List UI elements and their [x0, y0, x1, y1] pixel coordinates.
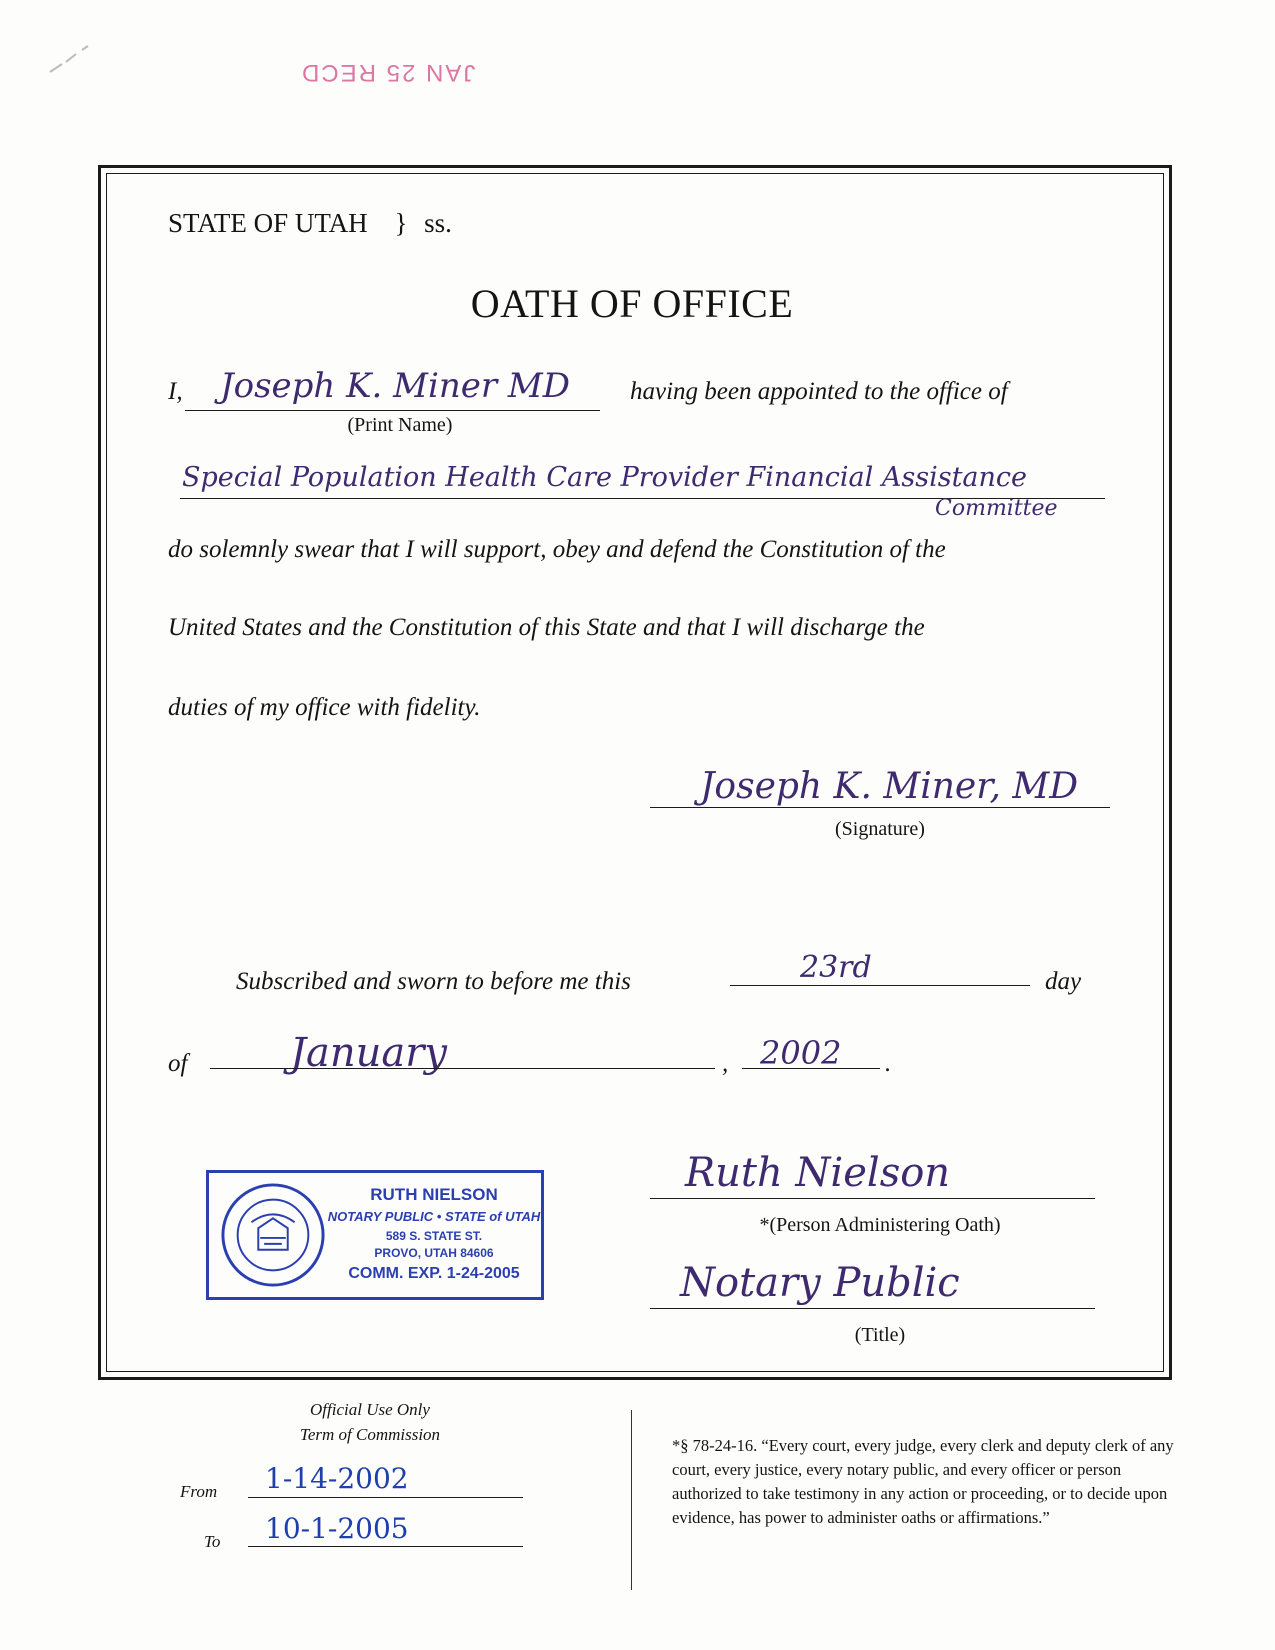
- state-heading: [168, 208, 452, 239]
- received-stamp: JAN 25 RECD: [300, 59, 476, 86]
- comma: ,: [722, 1050, 729, 1077]
- state-label: STATE OF UTAH: [168, 208, 368, 238]
- print-name-handwritten: Joseph K. Miner MD: [220, 366, 570, 406]
- year-line: [742, 1068, 880, 1069]
- appointed-text: having been appointed to the office of: [630, 378, 1008, 405]
- state-seal-icon: [219, 1181, 327, 1289]
- signature-line: [650, 807, 1110, 808]
- to-value: 10-1-2005: [265, 1512, 409, 1545]
- from-value: 1-14-2002: [265, 1462, 409, 1495]
- ss-label: ss.: [424, 208, 452, 238]
- title-handwritten: Notary Public: [680, 1260, 960, 1306]
- year-handwritten: 2002: [760, 1034, 842, 1072]
- office-handwritten-cont: Committee: [935, 496, 1058, 521]
- notary-stamp: [206, 1170, 544, 1300]
- period: .: [885, 1050, 892, 1077]
- document-title: OATH OF OFFICE: [470, 281, 794, 326]
- stamp-expiry: COMM. EXP. 1-24-2005: [348, 1265, 520, 1282]
- oath-prefix: I,: [168, 378, 183, 405]
- title-caption: (Title): [854, 1324, 906, 1346]
- stamp-name: RUTH NIELSON: [370, 1185, 498, 1204]
- stamp-city: PROVO, UTAH 84606: [374, 1246, 494, 1260]
- scan-mark: [42, 42, 102, 82]
- signature-caption: (Signature): [835, 818, 925, 840]
- brace: }: [394, 208, 408, 238]
- office-handwritten: Special Population Health Care Provider Financial Assistance: [182, 462, 1028, 493]
- to-line: [248, 1546, 523, 1547]
- oath-line-3: duties of my office with fidelity.: [168, 694, 481, 721]
- administrator-handwritten: Ruth Nielson: [685, 1150, 951, 1196]
- day-handwritten: 23rd: [800, 950, 872, 985]
- day-label: day: [1045, 968, 1082, 995]
- from-line: [248, 1497, 523, 1498]
- signature-handwritten: Joseph K. Miner, MD: [700, 766, 1079, 807]
- month-line: [210, 1068, 715, 1069]
- stamp-title: NOTARY PUBLIC • STATE of UTAH: [327, 1209, 541, 1224]
- print-name-caption: (Print Name): [347, 414, 453, 436]
- official-use-heading: Official Use Only: [310, 1400, 430, 1419]
- stamp-address: 589 S. STATE ST.: [385, 1229, 483, 1243]
- day-line: [730, 985, 1030, 986]
- administrator-caption: *(Person Administering Oath): [759, 1214, 1001, 1236]
- month-handwritten: January: [290, 1030, 447, 1076]
- footer-divider: [631, 1410, 632, 1590]
- administrator-line: [650, 1198, 1095, 1199]
- sworn-text: Subscribed and sworn to before me this: [236, 968, 631, 995]
- to-label: To: [204, 1532, 221, 1551]
- name-line: [185, 410, 600, 411]
- from-label: From: [180, 1482, 218, 1501]
- of-label: of: [168, 1050, 188, 1077]
- oath-line-2: United States and the Constitution of this State and that I will discharge the: [168, 614, 925, 641]
- title-line: [650, 1308, 1095, 1309]
- statute-note: *§ 78-24-16. “Every court, every judge, every clerk and deputy clerk of any court, every justice, every notary public, and every officer or person authorized to take testimony in any action or proceeding, or to decide upon evidence, has power to administer oaths or affirmations.”: [672, 1436, 1174, 1527]
- oath-line-1: do solemnly swear that I will support, obey and defend the Constitution of the: [168, 536, 946, 563]
- official-use-subheading: Term of Commission: [299, 1425, 441, 1444]
